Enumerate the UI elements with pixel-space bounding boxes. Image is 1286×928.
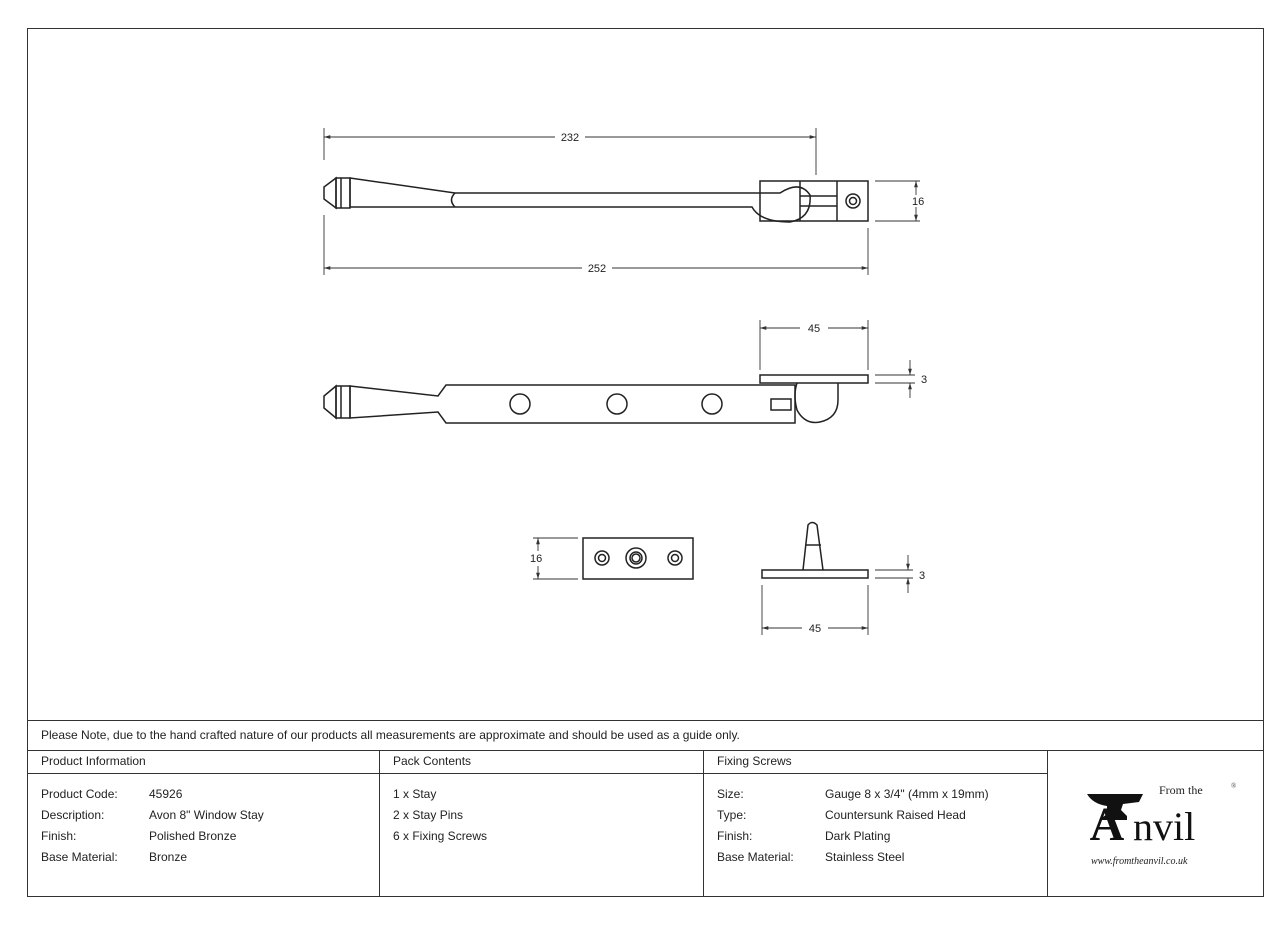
logo-name: A — [1089, 798, 1125, 851]
dimension-label: 3 — [921, 374, 928, 386]
screw-row — [717, 805, 1047, 826]
dimension-label: 45 — [807, 323, 821, 335]
info-label: Base Material: — [41, 850, 118, 864]
info-label: Product Code: — [41, 787, 118, 801]
info-value: Bronze — [149, 850, 188, 864]
pack-contents-panel — [379, 750, 704, 897]
screw-value: Stainless Steel — [825, 850, 905, 864]
screw-label: Finish: — [717, 829, 753, 843]
fixing-screws-panel — [703, 750, 1048, 897]
screw-row — [717, 847, 1047, 868]
info-label: Description: — [41, 808, 105, 822]
screw-label: Size: — [717, 787, 744, 801]
logo-name-rest: nvil — [1133, 804, 1196, 849]
screw-row — [717, 784, 1047, 805]
screw-value: Gauge 8 x 3/4" (4mm x 19mm) — [825, 787, 989, 801]
from-the-anvil-logo — [1047, 750, 1264, 897]
info-row — [41, 826, 379, 847]
dimension-label: 252 — [587, 263, 607, 275]
measurement-note: Please Note, due to the hand crafted nature of our products all measurements are approximate and should be used as a guide only. — [27, 720, 1264, 751]
pack-item: 1 x Stay — [393, 787, 437, 801]
dimension-label: 232 — [560, 132, 580, 144]
logo-prefix: From the — [1159, 783, 1203, 797]
screw-label: Base Material: — [717, 850, 794, 864]
dimension-label: 16 — [530, 553, 543, 565]
pack-item: 2 x Stay Pins — [393, 808, 464, 822]
logo-url: www.fromtheanvil.co.uk — [1091, 856, 1188, 867]
info-value: Polished Bronze — [149, 829, 237, 843]
product-information-panel — [27, 750, 380, 897]
info-row — [41, 784, 379, 805]
info-row — [41, 805, 379, 826]
dimension-label: 3 — [919, 570, 926, 582]
info-label: Finish: — [41, 829, 77, 843]
screw-value: Countersunk Raised Head — [825, 808, 966, 822]
dimension-label: 16 — [912, 196, 925, 208]
pack-item: 6 x Fixing Screws — [393, 829, 488, 843]
pack-contents-heading: Pack Contents — [379, 750, 703, 774]
info-row — [41, 847, 379, 868]
fixing-screws-heading: Fixing Screws — [703, 750, 1047, 774]
dimension-label: 45 — [808, 623, 822, 635]
screw-label: Type: — [717, 808, 747, 822]
product-information-heading: Product Information — [27, 750, 379, 774]
screw-value: Dark Plating — [825, 829, 891, 843]
registered-mark: ® — [1231, 782, 1237, 790]
info-value: Avon 8" Window Stay — [149, 808, 264, 822]
info-value: 45926 — [149, 787, 183, 801]
screw-row — [717, 826, 1047, 847]
